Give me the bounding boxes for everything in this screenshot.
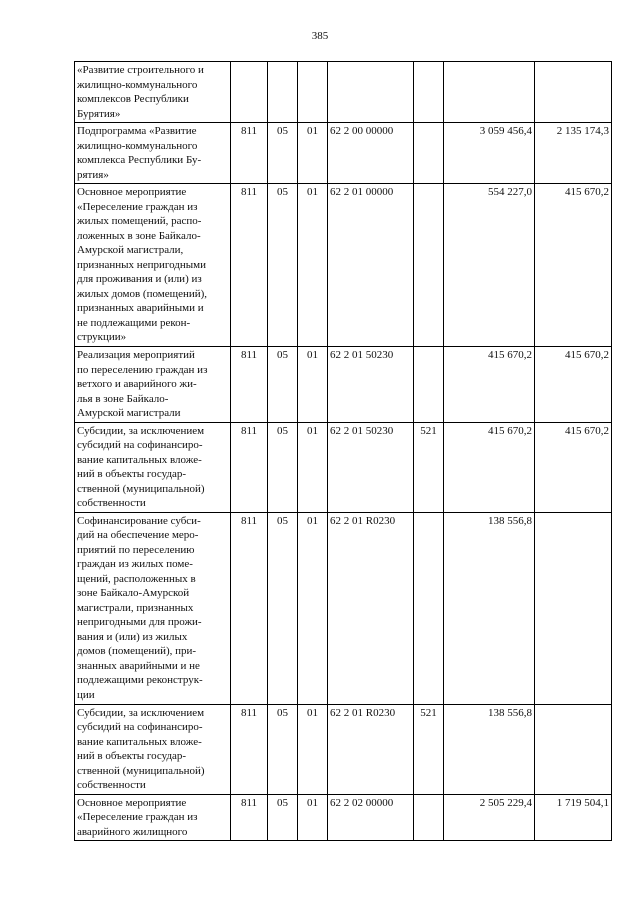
- ministry-code: 811: [231, 422, 268, 512]
- amount-1: 415 670,2: [444, 422, 535, 512]
- amount-1: 138 556,8: [444, 512, 535, 704]
- target-article-code: 62 2 01 00000: [328, 184, 414, 347]
- table-row: [75, 512, 612, 704]
- section-code: 05: [268, 512, 298, 704]
- ministry-code: 811: [231, 347, 268, 423]
- amount-1: 554 227,0: [444, 184, 535, 347]
- amount-1: 2 505 229,4: [444, 794, 535, 841]
- section-code: 05: [268, 123, 298, 184]
- ministry-code: 811: [231, 512, 268, 704]
- amount-1: 415 670,2: [444, 347, 535, 423]
- subsection-code: 01: [298, 184, 328, 347]
- expense-type-code: [414, 794, 444, 841]
- amount-1: [444, 62, 535, 123]
- subsection-code: 01: [298, 347, 328, 423]
- ministry-code: [231, 62, 268, 123]
- target-article-code: 62 2 01 R0230: [328, 704, 414, 794]
- row-name: Основное мероприятие «Переселение граждан из аварийного жилищного: [75, 794, 231, 841]
- amount-2: [535, 512, 612, 704]
- amount-1: 3 059 456,4: [444, 123, 535, 184]
- target-article-code: 62 2 01 50230: [328, 347, 414, 423]
- row-name: Субсидии, за исключением субсидий на софинансиро- вание капитальных вложе- ний в объекты государ- ственной (муниципальной) собственности: [75, 704, 231, 794]
- target-article-code: 62 2 00 00000: [328, 123, 414, 184]
- table-row: [75, 347, 612, 423]
- amount-2: 1 719 504,1: [535, 794, 612, 841]
- subsection-code: 01: [298, 123, 328, 184]
- expense-type-code: [414, 512, 444, 704]
- row-name: Основное мероприятие «Переселение граждан из жилых помещений, распо- ложенных в зоне Байкало- Амурской магистрали, признанных непригодными для проживания и (или) из жилых домов (помещений), признанных аварийными и не подлежащими рекон- струкции»: [75, 184, 231, 347]
- table-row: [75, 123, 612, 184]
- section-code: 05: [268, 184, 298, 347]
- amount-2: 415 670,2: [535, 422, 612, 512]
- subsection-code: 01: [298, 512, 328, 704]
- expense-type-code: [414, 123, 444, 184]
- subsection-code: 01: [298, 704, 328, 794]
- table-row: [75, 184, 612, 347]
- section-code: 05: [268, 422, 298, 512]
- expense-type-code: 521: [414, 704, 444, 794]
- row-name: Софинансирование субси- дий на обеспечение меро- приятий по переселению граждан из жилых поме- щений, расположенных в зоне Байкало-Амурской магистрали, признанных непригодными для прожи- вания и (или) из жилых домов (помещений), при- знанных аварийными и не подлежащими реконструк- ции: [75, 512, 231, 704]
- table-row: [75, 704, 612, 794]
- row-name: Подпрограмма «Развитие жилищно-коммунального комплекса Республики Бу- рятия»: [75, 123, 231, 184]
- section-code: 05: [268, 704, 298, 794]
- row-name: Реализация мероприятий по переселению граждан из ветхого и аварийного жи- лья в зоне Байкало- Амурской магистрали: [75, 347, 231, 423]
- ministry-code: 811: [231, 184, 268, 347]
- subsection-code: 01: [298, 422, 328, 512]
- section-code: 05: [268, 347, 298, 423]
- expense-type-code: [414, 347, 444, 423]
- row-name: Субсидии, за исключением субсидий на софинансиро- вание капитальных вложе- ний в объекты государ- ственной (муниципальной) собственности: [75, 422, 231, 512]
- ministry-code: 811: [231, 704, 268, 794]
- target-article-code: 62 2 01 R0230: [328, 512, 414, 704]
- amount-1: 138 556,8: [444, 704, 535, 794]
- section-code: [268, 62, 298, 123]
- table-row: [75, 794, 612, 841]
- target-article-code: 62 2 01 50230: [328, 422, 414, 512]
- subsection-code: 01: [298, 794, 328, 841]
- amount-2: [535, 62, 612, 123]
- target-article-code: 62 2 02 00000: [328, 794, 414, 841]
- amount-2: 415 670,2: [535, 184, 612, 347]
- expense-type-code: [414, 184, 444, 347]
- target-article-code: [328, 62, 414, 123]
- expense-type-code: [414, 62, 444, 123]
- table-row: [75, 62, 612, 123]
- ministry-code: 811: [231, 794, 268, 841]
- ministry-code: 811: [231, 123, 268, 184]
- row-name: «Развитие строительного и жилищно-коммунального комплексов Республики Бурятия»: [75, 62, 231, 123]
- amount-2: 2 135 174,3: [535, 123, 612, 184]
- expense-type-code: 521: [414, 422, 444, 512]
- budget-table: [74, 61, 612, 841]
- table-row: [75, 422, 612, 512]
- amount-2: [535, 704, 612, 794]
- subsection-code: [298, 62, 328, 123]
- amount-2: 415 670,2: [535, 347, 612, 423]
- page-number: 385: [311, 30, 329, 42]
- section-code: 05: [268, 794, 298, 841]
